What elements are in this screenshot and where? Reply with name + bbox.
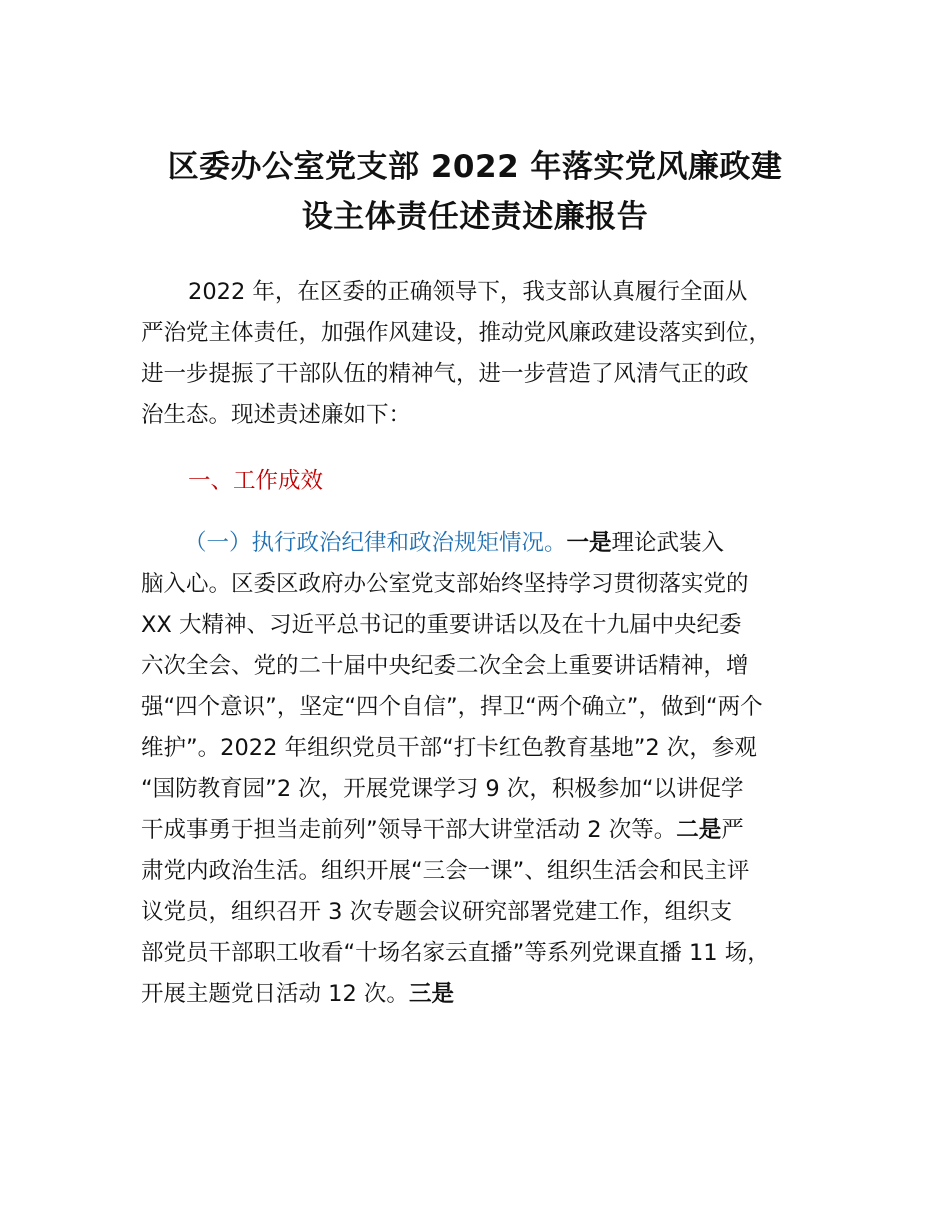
paragraph-line: 强“四个意识”，坚定“四个自信”，捍卫“两个确立”，做到“两个 — [141, 694, 763, 720]
paragraph-line: 维护”。2022 年组织党员干部“打卡红色教育基地”2 次，参观 — [141, 735, 757, 761]
paragraph-last-line — [141, 974, 831, 1014]
subsection-heading: （一）执行政治纪律和政治规矩情况。 — [184, 530, 567, 556]
paragraph-line: “国防教育园”2 次，开展党课学习 9 次，积极参加“以讲促学 — [141, 776, 744, 802]
paragraph-line: 部党员干部职工收看“十场名家云直播”等系列党课直播 11 场， — [141, 940, 770, 966]
paragraph-text: 开展主题党日活动 12 次。 — [141, 981, 409, 1007]
intro-line-4: 治生态。现述责述廉如下： — [141, 402, 412, 428]
point-one-label: 一是 — [566, 530, 612, 556]
point-two-label: 二是 — [676, 817, 722, 843]
point-two-tail: 严 — [721, 817, 744, 843]
paragraph-line: 六次全会、党的二十届中央纪委二次全会上重要讲话精神，增 — [141, 653, 749, 679]
point-one-tail: 理论武装入 — [611, 530, 725, 556]
paragraph-line: 肃党内政治生活。组织开展“三会一课”、组织生活会和民主评 — [141, 858, 750, 884]
paragraph-line: 脑入心。区委区政府办公室党支部始终坚持学习贯彻落实党的 — [141, 571, 749, 597]
intro-line-3: 进一步提振了干部队伍的精神气，进一步营造了风清气正的政 — [141, 361, 749, 387]
point-three-label: 三是 — [408, 981, 454, 1007]
paragraph-text: 干成事勇于担当走前列”领导干部大讲堂活动 2 次等。 — [141, 817, 677, 843]
document-title-line-2: 设主体责任述责述廉报告 — [301, 199, 649, 235]
paragraph-line: XX 大精神、习近平总书记的重要讲话以及在十九届中央纪委 — [141, 612, 742, 638]
intro-line-1: 2022 年，在区委的正确领导下，我支部认真履行全面从 — [188, 279, 748, 305]
subsection-first-line — [184, 523, 874, 563]
paragraph-line: 议党员，组织召开 3 次专题会议研究部署党建工作，组织支 — [141, 899, 733, 925]
document-title-line-1: 区委办公室党支部 2022 年落实党风廉政建 — [167, 149, 783, 185]
intro-line-2: 严治党主体责任，加强作风建设，推动党风廉政建设落实到位， — [141, 320, 772, 346]
section-heading: 一、工作成效 — [188, 468, 324, 494]
paragraph-line-with-label — [141, 810, 831, 850]
